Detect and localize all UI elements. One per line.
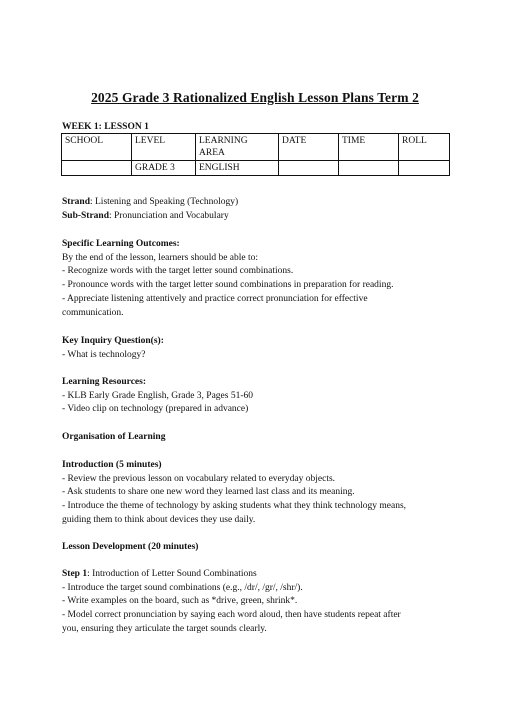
- cell-roll: [399, 161, 450, 176]
- substrand-value: : Pronunciation and Vocabulary: [109, 210, 229, 221]
- substrand-label: Sub-Strand: [62, 210, 109, 221]
- resources-section: [62, 376, 442, 417]
- header-school: SCHOOL: [62, 134, 132, 161]
- organisation-heading: Organisation of Learning: [62, 432, 166, 442]
- cell-school: [62, 161, 132, 176]
- table-row: [62, 161, 450, 176]
- inquiry-section: [62, 335, 442, 362]
- list-item: - Video clip on technology (prepared in advance): [62, 404, 249, 415]
- header-level: LEVEL: [132, 134, 196, 161]
- strand-label: Strand: [62, 197, 90, 207]
- outcomes-section: [62, 238, 442, 320]
- list-item: - Ask students to share one new word they learned last class and its meaning.: [62, 487, 355, 498]
- list-item: - What is technology?: [62, 349, 146, 360]
- list-item: - Appreciate listening attentively and practice correct pronunciation for effective: [62, 293, 368, 304]
- inquiry-heading: Key Inquiry Question(s):: [62, 336, 164, 346]
- list-item: - Write examples on the board, such as *drive, green, shrink*.: [62, 596, 298, 607]
- outcomes-intro: By the end of the lesson, learners should be able to:: [62, 252, 259, 263]
- outcomes-heading: Specific Learning Outcomes:: [62, 239, 180, 249]
- list-item: - Pronounce words with the target letter sound combinations in preparation for reading.: [62, 280, 394, 291]
- list-item: you, ensuring they articulate the target sounds clearly.: [62, 623, 267, 634]
- list-item: - Introduce the theme of technology by asking students what they think technology means,: [62, 501, 407, 512]
- table-header-row: [62, 134, 450, 161]
- step1-value: : Introduction of Letter Sound Combinations: [87, 569, 257, 579]
- substrand-line: [62, 210, 442, 224]
- strand-line: [62, 196, 442, 210]
- step1-section: [62, 568, 442, 637]
- introduction-section: [62, 459, 442, 528]
- cell-date: [279, 161, 339, 176]
- step1-line: [62, 568, 442, 582]
- week-lesson-label: WEEK 1: LESSON 1: [62, 122, 149, 132]
- list-item: communication.: [62, 307, 124, 318]
- list-item: guiding them to think about devices they use daily.: [62, 514, 256, 525]
- introduction-heading: Introduction (5 minutes): [62, 460, 162, 470]
- strand-section: [62, 196, 442, 223]
- lesson-info-table: [61, 133, 450, 176]
- header-learning-area: LEARNING AREA: [196, 134, 279, 161]
- list-item: - Introduce the target sound combinations (e.g., /dr/, /gr/, /shr/).: [62, 582, 303, 593]
- step1-label: Step 1: [62, 569, 88, 579]
- list-item: - KLB Early Grade English, Grade 3, Pages 51-60: [62, 390, 254, 401]
- cell-level: GRADE 3: [132, 161, 196, 176]
- strand-value: : Listening and Speaking (Technology): [89, 197, 239, 207]
- document-title: 2025 Grade 3 Rationalized English Lesson Plans Term 2: [91, 90, 419, 105]
- list-item: - Recognize words with the target letter sound combinations.: [62, 266, 294, 277]
- header-roll: ROLL: [399, 134, 450, 161]
- resources-heading: Learning Resources:: [62, 377, 146, 387]
- development-heading: Lesson Development (20 minutes): [62, 542, 199, 552]
- list-item: - Review the previous lesson on vocabulary related to everyday objects.: [62, 473, 336, 484]
- header-time: TIME: [339, 134, 399, 161]
- cell-time: [339, 161, 399, 176]
- cell-learning-area: ENGLISH: [196, 161, 279, 176]
- header-date: DATE: [279, 134, 339, 161]
- list-item: - Model correct pronunciation by saying each word aloud, then have students repeat after: [62, 610, 401, 621]
